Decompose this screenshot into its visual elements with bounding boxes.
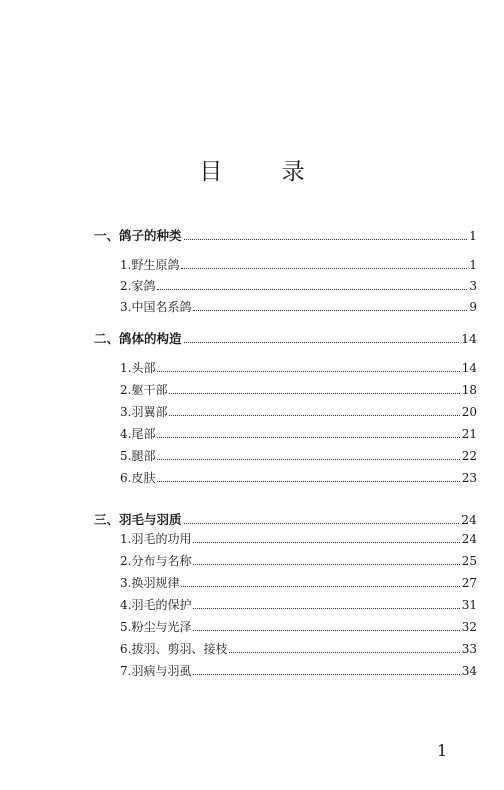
dot-leader: [181, 267, 467, 269]
dot-leader: [193, 629, 459, 631]
chapter-label: 三、羽毛与羽质: [94, 512, 182, 527]
toc-section-2-1: [120, 358, 477, 378]
section-label: 6.皮肤: [120, 471, 156, 485]
toc-section-3-5: [120, 617, 477, 637]
section-label: 4.羽毛的保护: [120, 598, 192, 612]
dot-leader: [184, 238, 467, 240]
page-number: 20: [461, 405, 477, 419]
page-number: 9: [469, 300, 477, 314]
toc-section-2-6: [120, 468, 477, 488]
dot-leader: [184, 341, 460, 343]
dot-leader: [169, 414, 459, 416]
page-number: 14: [461, 361, 477, 375]
dot-leader: [184, 522, 460, 524]
dot-leader: [229, 651, 459, 653]
page-number: 1: [469, 228, 477, 243]
dot-leader: [157, 370, 459, 372]
dot-leader: [157, 480, 459, 482]
page-number: 23: [461, 471, 477, 485]
toc-section-2-5: [120, 446, 477, 466]
page-number: 33: [461, 642, 477, 656]
page-number: 24: [461, 532, 477, 546]
section-label: 3.羽翼部: [120, 405, 168, 419]
section-label: 1.野生原鸽: [120, 258, 180, 272]
section-label: 5.腿部: [120, 449, 156, 463]
section-label: 1.羽毛的功用: [120, 532, 192, 546]
section-label: 4.尾部: [120, 427, 156, 441]
toc-section-3-3: [120, 573, 477, 593]
page-number: 22: [461, 449, 477, 463]
toc-section-3-6: [120, 639, 477, 659]
section-label: 6.拔羽、剪羽、接枝: [120, 642, 228, 656]
page-number: 25: [461, 554, 477, 568]
toc-section-1-1: [120, 255, 477, 275]
page-number: 14: [461, 331, 477, 346]
toc-section-2-2: [120, 380, 477, 400]
dot-leader: [193, 309, 467, 311]
toc-section-2-4: [120, 424, 477, 444]
toc-section-1-3: [120, 297, 477, 317]
toc-section-3-7: [120, 661, 477, 681]
page-number: 32: [461, 620, 477, 634]
section-label: 2.躯干部: [120, 383, 168, 397]
dot-leader: [169, 392, 459, 394]
toc-section-3-2: [120, 551, 477, 571]
section-label: 2.分布与名称: [120, 554, 192, 568]
toc-chapter-3: [94, 510, 477, 530]
page-number: 27: [461, 576, 477, 590]
section-label: 7.羽病与羽虱: [120, 664, 192, 678]
page-number: 18: [461, 383, 477, 397]
toc-chapter-1: [94, 226, 477, 246]
section-label: 3.中国名系鸽: [120, 300, 192, 314]
toc-chapter-2: [94, 329, 477, 349]
page-number: 31: [461, 598, 477, 612]
page-number: 1: [469, 258, 477, 272]
dot-leader: [157, 288, 467, 290]
folio-page-number: 1: [437, 741, 448, 760]
dot-leader: [193, 541, 459, 543]
dot-leader: [193, 673, 459, 675]
page-number: 24: [461, 512, 477, 527]
chapter-label: 二、鸽体的构造: [94, 331, 182, 346]
page-title: 目 录: [199, 159, 331, 185]
page-number: 34: [461, 664, 477, 678]
toc-section-3-1: [120, 529, 477, 549]
toc-section-3-4: [120, 595, 477, 615]
toc-section-1-2: [120, 276, 477, 296]
dot-leader: [157, 436, 459, 438]
dot-leader: [181, 585, 459, 587]
dot-leader: [193, 563, 459, 565]
section-label: 2.家鸽: [120, 279, 156, 293]
section-label: 5.粉尘与光泽: [120, 620, 192, 634]
page-number: 21: [461, 427, 477, 441]
section-label: 3.换羽规律: [120, 576, 180, 590]
dot-leader: [193, 607, 459, 609]
page-number: 3: [469, 279, 477, 293]
chapter-label: 一、鸽子的种类: [94, 228, 182, 243]
toc-section-2-3: [120, 402, 477, 422]
section-label: 1.头部: [120, 361, 156, 375]
dot-leader: [157, 458, 459, 460]
